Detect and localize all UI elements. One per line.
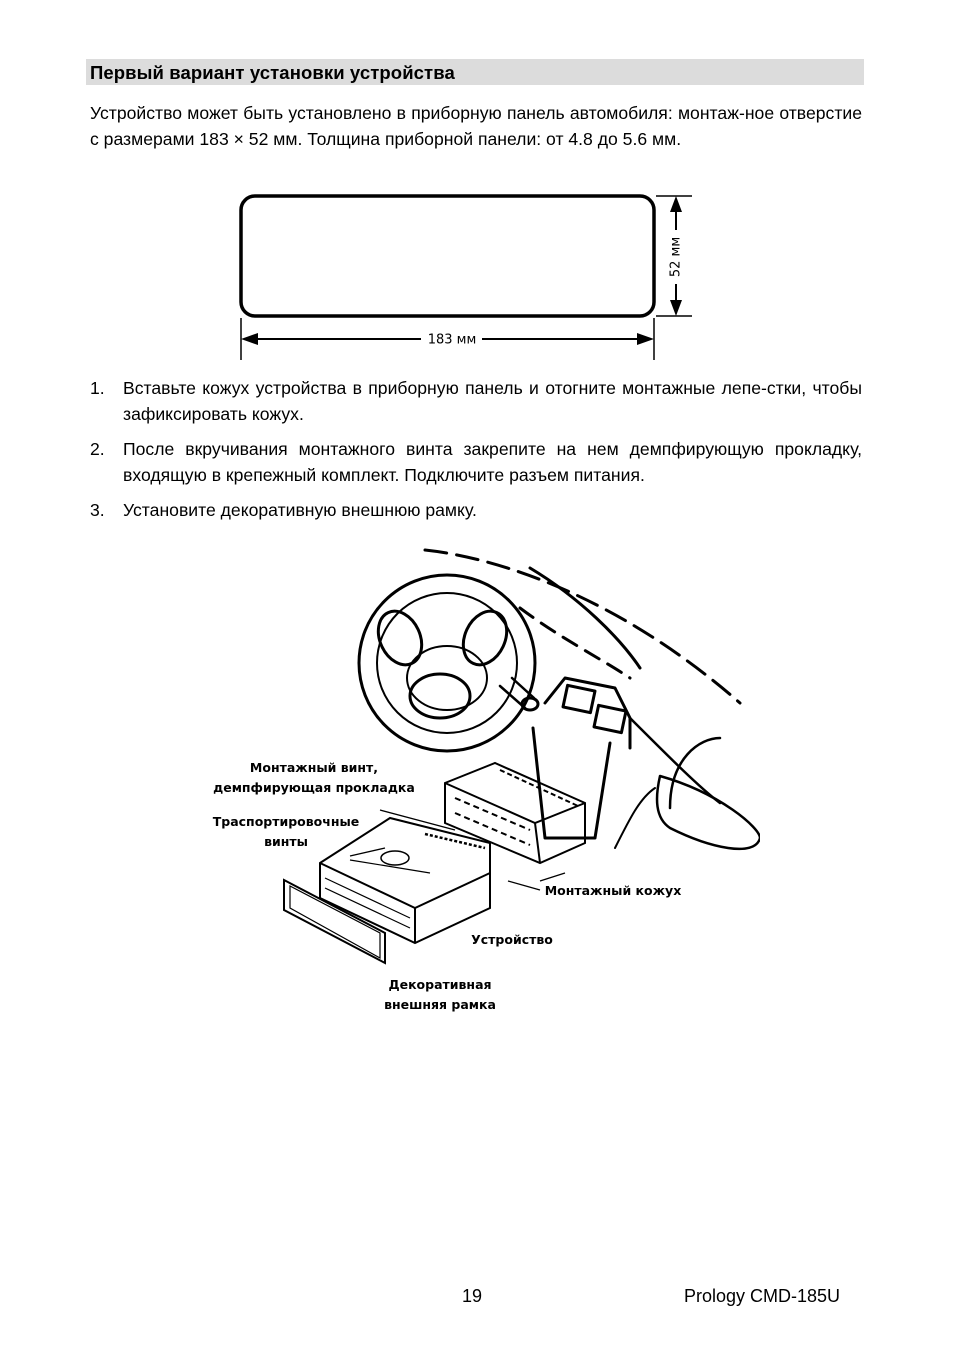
step-number: 2. [90,439,105,459]
product-model: Prology CMD-185U [684,1286,841,1306]
mounting-hole-dimension-diagram [226,186,706,366]
label-device: Устройство [471,932,553,947]
label-frame-line1: Декоративная [388,977,492,992]
width-label: 183 мм [427,332,477,348]
label-transport-screws-line1: Траспортировочные [212,814,360,829]
page-number: 19 [462,1286,483,1306]
label-mount-screw-line2: демпфирующая прокладка [213,780,415,795]
list-item [90,375,862,427]
height-label: 52 мм [668,236,684,278]
section-header [86,59,864,85]
step-text: После вкручивания монтажного винта закрепите на нем демпфирующую прокладку, входящую в крепежный комплект. Подключите разъем питания. [123,439,862,485]
mounting-hole-outline [241,196,654,316]
steering-wheel-rim [359,575,535,751]
step-text: Вставьте кожух устройства в приборную панель и отогните монтажные лепе-стки, чтобы зафиксировать кожух. [123,378,862,424]
step-number: 1. [90,378,105,398]
section-title: Первый вариант установки устройства [90,62,455,83]
installation-illustration [200,538,760,1018]
label-mount-sleeve: Монтажный кожух [544,883,682,898]
label-mount-screw-line1: Монтажный винт, [249,760,379,775]
step-text: Установите декоративную внешнюю рамку. [123,500,477,520]
list-item [90,497,862,523]
label-frame-line2: внешняя рамка [384,997,496,1012]
intro-paragraph: Устройство может быть установлено в приборную панель автомобиля: монтаж-ное отверстие с размерами 183 × 52 мм. Толщина приборной панели: от 4.8 до 5.6 мм. [90,103,862,149]
step-number: 3. [90,500,105,520]
installation-steps [90,375,862,532]
label-transport-screws-line2: винты [264,834,308,849]
list-item [90,436,862,488]
